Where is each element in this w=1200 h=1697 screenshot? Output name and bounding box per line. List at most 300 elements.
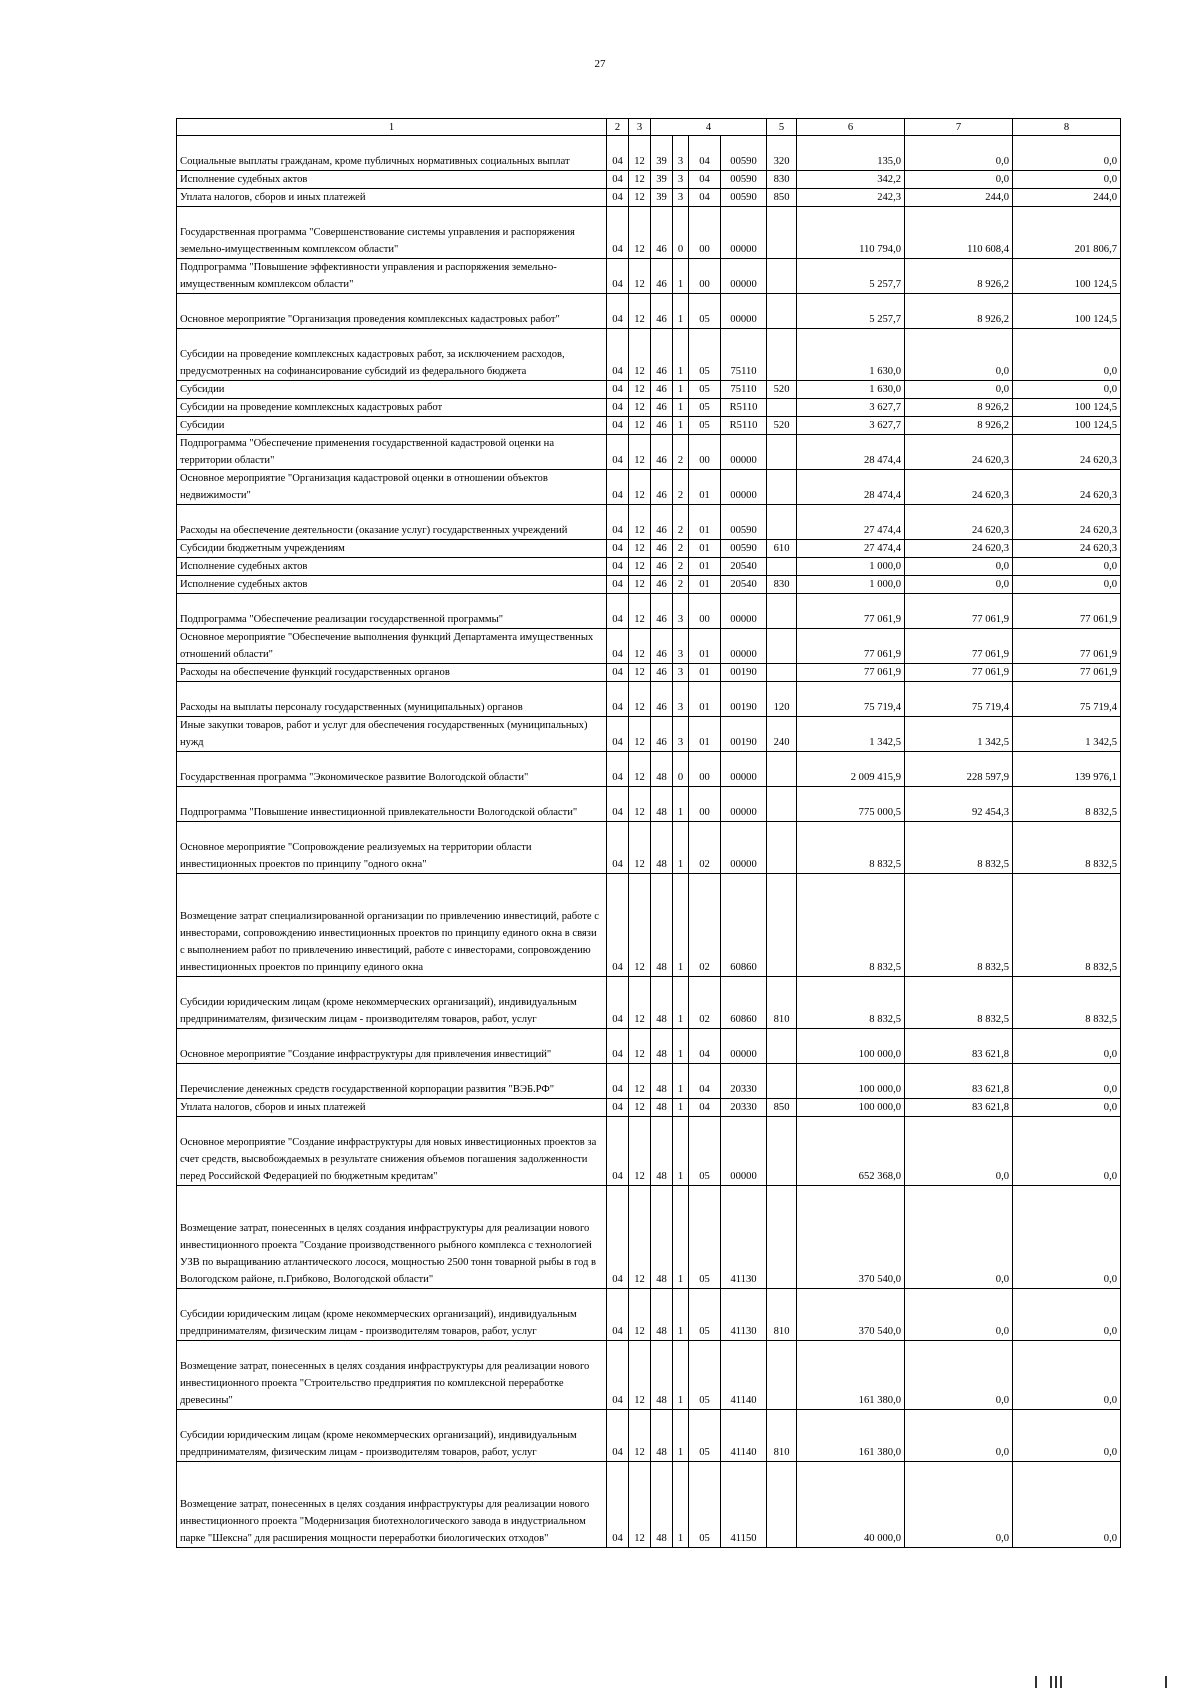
amount-col-7: 77 061,9 xyxy=(905,629,1013,664)
amount-col-8: 0,0 xyxy=(1013,136,1121,171)
code-program: 48 xyxy=(651,1117,673,1186)
amount-col-8: 8 832,5 xyxy=(1013,822,1121,874)
code-ministry: 04 xyxy=(607,1186,629,1289)
code-direction: 00190 xyxy=(721,682,767,717)
amount-col-8: 100 124,5 xyxy=(1013,417,1121,435)
code-expense-type xyxy=(767,874,797,977)
code-program: 48 xyxy=(651,1186,673,1289)
code-section: 12 xyxy=(629,189,651,207)
amount-col-8: 77 061,9 xyxy=(1013,594,1121,629)
amount-col-7: 0,0 xyxy=(905,576,1013,594)
code-program: 46 xyxy=(651,417,673,435)
row-name: Исполнение судебных актов xyxy=(177,171,607,189)
amount-col-8: 0,0 xyxy=(1013,329,1121,381)
code-section: 12 xyxy=(629,977,651,1029)
header-col-1: 1 xyxy=(177,119,607,136)
row-name: Основное мероприятие "Обеспечение выполнения функций Департамента имущественных отношений области" xyxy=(177,629,607,664)
amount-col-7: 0,0 xyxy=(905,558,1013,576)
code-expense-type: 320 xyxy=(767,136,797,171)
code-subprogram: 2 xyxy=(673,576,689,594)
code-direction: 20330 xyxy=(721,1099,767,1117)
code-section: 12 xyxy=(629,470,651,505)
code-event: 02 xyxy=(689,822,721,874)
code-program: 48 xyxy=(651,787,673,822)
table-row xyxy=(177,717,1121,752)
code-section: 12 xyxy=(629,259,651,294)
row-name: Возмещение затрат, понесенных в целях создания инфраструктуры для реализации нового инвестиционного проекта "Модернизация биотехнологического завода в индустриальном парке "Шексна" для расширения мощности переработки биологических отходов" xyxy=(177,1462,607,1548)
code-expense-type: 830 xyxy=(767,171,797,189)
amount-col-8: 0,0 xyxy=(1013,1099,1121,1117)
code-direction: 00000 xyxy=(721,207,767,259)
amount-col-7: 8 926,2 xyxy=(905,259,1013,294)
code-subprogram: 1 xyxy=(673,1099,689,1117)
code-expense-type xyxy=(767,787,797,822)
amount-col-6: 3 627,7 xyxy=(797,417,905,435)
code-expense-type xyxy=(767,1117,797,1186)
code-ministry: 04 xyxy=(607,171,629,189)
code-program: 48 xyxy=(651,1029,673,1064)
code-event: 01 xyxy=(689,558,721,576)
code-subprogram: 2 xyxy=(673,558,689,576)
code-expense-type xyxy=(767,822,797,874)
amount-col-6: 8 832,5 xyxy=(797,977,905,1029)
code-section: 12 xyxy=(629,207,651,259)
amount-col-8: 0,0 xyxy=(1013,1029,1121,1064)
table-row xyxy=(177,381,1121,399)
code-ministry: 04 xyxy=(607,822,629,874)
amount-col-8: 75 719,4 xyxy=(1013,682,1121,717)
code-subprogram: 2 xyxy=(673,505,689,540)
row-name: Возмещение затрат специализированной организации по привлечению инвестиций, работе с инвесторами, сопровождению инвестиционных проектов по принципу единого окна в связи с выполнением работ по привлечению инвестиций, работе с инвесторами, сопровождению инвестиционных проектов по принципу единого окна xyxy=(177,874,607,977)
code-expense-type xyxy=(767,1186,797,1289)
amount-col-7: 0,0 xyxy=(905,171,1013,189)
code-direction: 60860 xyxy=(721,977,767,1029)
code-program: 46 xyxy=(651,294,673,329)
row-name: Возмещение затрат, понесенных в целях создания инфраструктуры для реализации нового инвестиционного проекта "Создание производственного рыбного комплекса с технологией УЗВ по выращиванию атлантического лосося, мощностью 2500 тонн товарной рыбы в год в Вологодском районе, п.Грибково, Вологодской области" xyxy=(177,1186,607,1289)
header-col-8: 8 xyxy=(1013,119,1121,136)
code-event: 01 xyxy=(689,664,721,682)
code-ministry: 04 xyxy=(607,505,629,540)
table-row xyxy=(177,822,1121,874)
amount-col-7: 8 926,2 xyxy=(905,417,1013,435)
amount-col-6: 75 719,4 xyxy=(797,682,905,717)
code-section: 12 xyxy=(629,294,651,329)
amount-col-7: 1 342,5 xyxy=(905,717,1013,752)
amount-col-8: 0,0 xyxy=(1013,1064,1121,1099)
amount-col-8: 0,0 xyxy=(1013,576,1121,594)
table-row xyxy=(177,399,1121,417)
row-name: Социальные выплаты гражданам, кроме публичных нормативных социальных выплат xyxy=(177,136,607,171)
row-name: Расходы на обеспечение функций государственных органов xyxy=(177,664,607,682)
code-subprogram: 3 xyxy=(673,629,689,664)
code-direction: 20540 xyxy=(721,558,767,576)
code-section: 12 xyxy=(629,629,651,664)
code-ministry: 04 xyxy=(607,787,629,822)
amount-col-7: 8 926,2 xyxy=(905,294,1013,329)
code-expense-type: 520 xyxy=(767,417,797,435)
amount-col-7: 0,0 xyxy=(905,1462,1013,1548)
row-name: Подпрограмма "Повышение эффективности управления и распоряжения земельно-имущественным комплексом области" xyxy=(177,259,607,294)
code-expense-type xyxy=(767,505,797,540)
code-section: 12 xyxy=(629,381,651,399)
code-ministry: 04 xyxy=(607,435,629,470)
code-program: 48 xyxy=(651,1462,673,1548)
row-name: Субсидии юридическим лицам (кроме некоммерческих организаций), индивидуальным предпринимателям, физическим лицам - производителям товаров, работ, услуг xyxy=(177,1289,607,1341)
row-name: Исполнение судебных актов xyxy=(177,576,607,594)
row-name: Субсидии на проведение комплексных кадастровых работ, за исключением расходов, предусмотренных на софинансирование субсидий из федерального бюджета xyxy=(177,329,607,381)
amount-col-6: 242,3 xyxy=(797,189,905,207)
amount-col-7: 0,0 xyxy=(905,1186,1013,1289)
code-subprogram: 1 xyxy=(673,329,689,381)
amount-col-8: 0,0 xyxy=(1013,1289,1121,1341)
code-program: 46 xyxy=(651,682,673,717)
row-name: Подпрограмма "Обеспечение реализации государственной программы" xyxy=(177,594,607,629)
code-event: 05 xyxy=(689,399,721,417)
code-direction: 00000 xyxy=(721,822,767,874)
code-direction: 00590 xyxy=(721,171,767,189)
code-section: 12 xyxy=(629,664,651,682)
code-ministry: 04 xyxy=(607,470,629,505)
code-direction: 75110 xyxy=(721,329,767,381)
code-subprogram: 1 xyxy=(673,1186,689,1289)
code-program: 48 xyxy=(651,752,673,787)
code-direction: 00590 xyxy=(721,189,767,207)
code-subprogram: 3 xyxy=(673,664,689,682)
code-expense-type xyxy=(767,664,797,682)
scan-mark xyxy=(1055,1676,1057,1688)
code-section: 12 xyxy=(629,1099,651,1117)
code-direction: 20330 xyxy=(721,1064,767,1099)
code-direction: 00190 xyxy=(721,717,767,752)
code-ministry: 04 xyxy=(607,189,629,207)
code-event: 05 xyxy=(689,417,721,435)
header-row xyxy=(177,119,1121,136)
code-section: 12 xyxy=(629,399,651,417)
code-expense-type xyxy=(767,1064,797,1099)
code-event: 04 xyxy=(689,136,721,171)
code-subprogram: 3 xyxy=(673,171,689,189)
code-direction: 00000 xyxy=(721,435,767,470)
amount-col-6: 1 630,0 xyxy=(797,329,905,381)
code-direction: 00000 xyxy=(721,752,767,787)
code-section: 12 xyxy=(629,540,651,558)
amount-col-8: 0,0 xyxy=(1013,381,1121,399)
amount-col-7: 0,0 xyxy=(905,1289,1013,1341)
code-subprogram: 1 xyxy=(673,1064,689,1099)
code-direction: 20540 xyxy=(721,576,767,594)
amount-col-6: 40 000,0 xyxy=(797,1462,905,1548)
table-row xyxy=(177,874,1121,977)
code-event: 05 xyxy=(689,1410,721,1462)
amount-col-7: 24 620,3 xyxy=(905,470,1013,505)
code-section: 12 xyxy=(629,1029,651,1064)
table-row xyxy=(177,540,1121,558)
code-event: 01 xyxy=(689,470,721,505)
code-expense-type xyxy=(767,752,797,787)
page-number: 27 xyxy=(594,58,606,70)
code-event: 02 xyxy=(689,977,721,1029)
code-event: 01 xyxy=(689,629,721,664)
table-row xyxy=(177,594,1121,629)
code-expense-type xyxy=(767,1462,797,1548)
code-event: 01 xyxy=(689,505,721,540)
amount-col-6: 8 832,5 xyxy=(797,874,905,977)
code-event: 05 xyxy=(689,1462,721,1548)
amount-col-8: 0,0 xyxy=(1013,1341,1121,1410)
amount-col-8: 77 061,9 xyxy=(1013,629,1121,664)
code-subprogram: 1 xyxy=(673,1462,689,1548)
amount-col-7: 8 832,5 xyxy=(905,977,1013,1029)
row-name: Основное мероприятие "Создание инфраструктуры для привлечения инвестиций" xyxy=(177,1029,607,1064)
code-program: 46 xyxy=(651,435,673,470)
code-direction: 00000 xyxy=(721,470,767,505)
amount-col-6: 100 000,0 xyxy=(797,1099,905,1117)
code-subprogram: 3 xyxy=(673,594,689,629)
amount-col-8: 24 620,3 xyxy=(1013,540,1121,558)
code-program: 48 xyxy=(651,1289,673,1341)
amount-col-6: 1 000,0 xyxy=(797,558,905,576)
code-subprogram: 1 xyxy=(673,1117,689,1186)
row-name: Государственная программа "Экономическое развитие Вологодской области" xyxy=(177,752,607,787)
table-row xyxy=(177,207,1121,259)
table-row xyxy=(177,1099,1121,1117)
code-program: 48 xyxy=(651,1341,673,1410)
code-section: 12 xyxy=(629,558,651,576)
code-expense-type: 810 xyxy=(767,1289,797,1341)
amount-col-6: 5 257,7 xyxy=(797,259,905,294)
table-row xyxy=(177,1289,1121,1341)
amount-col-7: 0,0 xyxy=(905,329,1013,381)
row-name: Возмещение затрат, понесенных в целях создания инфраструктуры для реализации нового инвестиционного проекта "Строительство предприятия по комплексной переработке древесины" xyxy=(177,1341,607,1410)
amount-col-8: 244,0 xyxy=(1013,189,1121,207)
code-section: 12 xyxy=(629,171,651,189)
row-name: Субсидии юридическим лицам (кроме некоммерческих организаций), индивидуальным предпринимателям, физическим лицам - производителям товаров, работ, услуг xyxy=(177,1410,607,1462)
amount-col-6: 8 832,5 xyxy=(797,822,905,874)
amount-col-6: 27 474,4 xyxy=(797,540,905,558)
amount-col-8: 139 976,1 xyxy=(1013,752,1121,787)
amount-col-7: 0,0 xyxy=(905,381,1013,399)
code-event: 04 xyxy=(689,1064,721,1099)
code-section: 12 xyxy=(629,682,651,717)
code-expense-type xyxy=(767,594,797,629)
budget-table xyxy=(176,118,1121,1548)
amount-col-6: 27 474,4 xyxy=(797,505,905,540)
code-section: 12 xyxy=(629,505,651,540)
code-ministry: 04 xyxy=(607,259,629,294)
code-section: 12 xyxy=(629,1289,651,1341)
code-expense-type: 610 xyxy=(767,540,797,558)
code-program: 39 xyxy=(651,136,673,171)
amount-col-8: 201 806,7 xyxy=(1013,207,1121,259)
code-ministry: 04 xyxy=(607,594,629,629)
code-program: 46 xyxy=(651,505,673,540)
code-subprogram: 1 xyxy=(673,1289,689,1341)
amount-col-6: 161 380,0 xyxy=(797,1341,905,1410)
code-ministry: 04 xyxy=(607,752,629,787)
code-event: 05 xyxy=(689,1289,721,1341)
amount-col-6: 1 630,0 xyxy=(797,381,905,399)
code-program: 46 xyxy=(651,470,673,505)
table-row xyxy=(177,1117,1121,1186)
code-ministry: 04 xyxy=(607,1064,629,1099)
code-direction: 00000 xyxy=(721,594,767,629)
code-section: 12 xyxy=(629,435,651,470)
code-ministry: 04 xyxy=(607,682,629,717)
amount-col-6: 100 000,0 xyxy=(797,1029,905,1064)
code-direction: 00000 xyxy=(721,294,767,329)
amount-col-6: 110 794,0 xyxy=(797,207,905,259)
code-direction: 00000 xyxy=(721,629,767,664)
code-event: 05 xyxy=(689,1341,721,1410)
code-event: 01 xyxy=(689,682,721,717)
table-row xyxy=(177,1064,1121,1099)
code-section: 12 xyxy=(629,594,651,629)
code-ministry: 04 xyxy=(607,136,629,171)
table-row xyxy=(177,1341,1121,1410)
amount-col-7: 24 620,3 xyxy=(905,435,1013,470)
code-ministry: 04 xyxy=(607,329,629,381)
code-section: 12 xyxy=(629,752,651,787)
row-name: Основное мероприятие "Организация проведения комплексных кадастровых работ" xyxy=(177,294,607,329)
scan-mark xyxy=(1050,1676,1052,1688)
code-expense-type xyxy=(767,207,797,259)
amount-col-8: 0,0 xyxy=(1013,1462,1121,1548)
amount-col-6: 1 000,0 xyxy=(797,576,905,594)
code-expense-type xyxy=(767,399,797,417)
table-row xyxy=(177,259,1121,294)
amount-col-8: 1 342,5 xyxy=(1013,717,1121,752)
code-subprogram: 1 xyxy=(673,399,689,417)
amount-col-6: 3 627,7 xyxy=(797,399,905,417)
code-direction: R5110 xyxy=(721,399,767,417)
code-direction: R5110 xyxy=(721,417,767,435)
row-name: Субсидии xyxy=(177,417,607,435)
amount-col-7: 0,0 xyxy=(905,1341,1013,1410)
code-subprogram: 2 xyxy=(673,435,689,470)
code-program: 46 xyxy=(651,399,673,417)
table-row xyxy=(177,1410,1121,1462)
code-program: 46 xyxy=(651,717,673,752)
code-subprogram: 2 xyxy=(673,540,689,558)
code-subprogram: 1 xyxy=(673,294,689,329)
row-name: Подпрограмма "Повышение инвестиционной привлекательности Вологодской области" xyxy=(177,787,607,822)
header-col-4: 4 xyxy=(651,119,767,136)
amount-col-8: 0,0 xyxy=(1013,1117,1121,1186)
table-row xyxy=(177,189,1121,207)
code-event: 05 xyxy=(689,1117,721,1186)
amount-col-7: 77 061,9 xyxy=(905,664,1013,682)
table-row xyxy=(177,558,1121,576)
code-program: 46 xyxy=(651,329,673,381)
code-program: 48 xyxy=(651,977,673,1029)
code-expense-type: 850 xyxy=(767,189,797,207)
row-name: Перечисление денежных средств государственной корпорации развития "ВЭБ.РФ" xyxy=(177,1064,607,1099)
code-event: 02 xyxy=(689,874,721,977)
amount-col-6: 77 061,9 xyxy=(797,629,905,664)
code-ministry: 04 xyxy=(607,558,629,576)
amount-col-6: 2 009 415,9 xyxy=(797,752,905,787)
amount-col-7: 83 621,8 xyxy=(905,1064,1013,1099)
code-program: 46 xyxy=(651,664,673,682)
row-name: Субсидии бюджетным учреждениям xyxy=(177,540,607,558)
code-program: 46 xyxy=(651,594,673,629)
row-name: Расходы на выплаты персоналу государственных (муниципальных) органов xyxy=(177,682,607,717)
amount-col-6: 370 540,0 xyxy=(797,1186,905,1289)
header-col-3: 3 xyxy=(629,119,651,136)
table-row xyxy=(177,576,1121,594)
code-ministry: 04 xyxy=(607,399,629,417)
code-ministry: 04 xyxy=(607,294,629,329)
code-direction: 60860 xyxy=(721,874,767,977)
amount-col-7: 0,0 xyxy=(905,136,1013,171)
code-program: 46 xyxy=(651,576,673,594)
amount-col-8: 77 061,9 xyxy=(1013,664,1121,682)
scan-mark xyxy=(1035,1676,1037,1688)
code-expense-type xyxy=(767,259,797,294)
amount-col-8: 8 832,5 xyxy=(1013,787,1121,822)
amount-col-7: 110 608,4 xyxy=(905,207,1013,259)
amount-col-7: 83 621,8 xyxy=(905,1099,1013,1117)
code-section: 12 xyxy=(629,1410,651,1462)
code-subprogram: 1 xyxy=(673,787,689,822)
code-subprogram: 3 xyxy=(673,136,689,171)
code-ministry: 04 xyxy=(607,1410,629,1462)
code-event: 00 xyxy=(689,787,721,822)
amount-col-7: 24 620,3 xyxy=(905,540,1013,558)
amount-col-7: 92 454,3 xyxy=(905,787,1013,822)
table-row xyxy=(177,136,1121,171)
code-ministry: 04 xyxy=(607,1117,629,1186)
code-section: 12 xyxy=(629,1064,651,1099)
code-section: 12 xyxy=(629,787,651,822)
amount-col-6: 28 474,4 xyxy=(797,435,905,470)
code-expense-type xyxy=(767,558,797,576)
code-ministry: 04 xyxy=(607,381,629,399)
amount-col-8: 0,0 xyxy=(1013,1186,1121,1289)
table-row xyxy=(177,505,1121,540)
code-direction: 41140 xyxy=(721,1341,767,1410)
table-row xyxy=(177,629,1121,664)
code-event: 00 xyxy=(689,259,721,294)
code-expense-type: 850 xyxy=(767,1099,797,1117)
code-ministry: 04 xyxy=(607,540,629,558)
code-program: 48 xyxy=(651,1099,673,1117)
code-section: 12 xyxy=(629,136,651,171)
row-name: Основное мероприятие "Организация кадастровой оценки в отношении объектов недвижимости" xyxy=(177,470,607,505)
amount-col-7: 228 597,9 xyxy=(905,752,1013,787)
header-col-5: 5 xyxy=(767,119,797,136)
amount-col-8: 8 832,5 xyxy=(1013,977,1121,1029)
header-col-2: 2 xyxy=(607,119,629,136)
row-name: Субсидии юридическим лицам (кроме некоммерческих организаций), индивидуальным предпринимателям, физическим лицам - производителям товаров, работ, услуг xyxy=(177,977,607,1029)
code-event: 00 xyxy=(689,752,721,787)
amount-col-7: 8 832,5 xyxy=(905,874,1013,977)
amount-col-7: 8 832,5 xyxy=(905,822,1013,874)
amount-col-7: 75 719,4 xyxy=(905,682,1013,717)
table-row xyxy=(177,417,1121,435)
code-direction: 00590 xyxy=(721,505,767,540)
code-expense-type: 120 xyxy=(767,682,797,717)
amount-col-8: 24 620,3 xyxy=(1013,435,1121,470)
amount-col-7: 83 621,8 xyxy=(905,1029,1013,1064)
amount-col-7: 8 926,2 xyxy=(905,399,1013,417)
code-event: 04 xyxy=(689,189,721,207)
code-section: 12 xyxy=(629,1186,651,1289)
code-expense-type: 520 xyxy=(767,381,797,399)
code-event: 04 xyxy=(689,1029,721,1064)
code-ministry: 04 xyxy=(607,1289,629,1341)
amount-col-8: 100 124,5 xyxy=(1013,399,1121,417)
